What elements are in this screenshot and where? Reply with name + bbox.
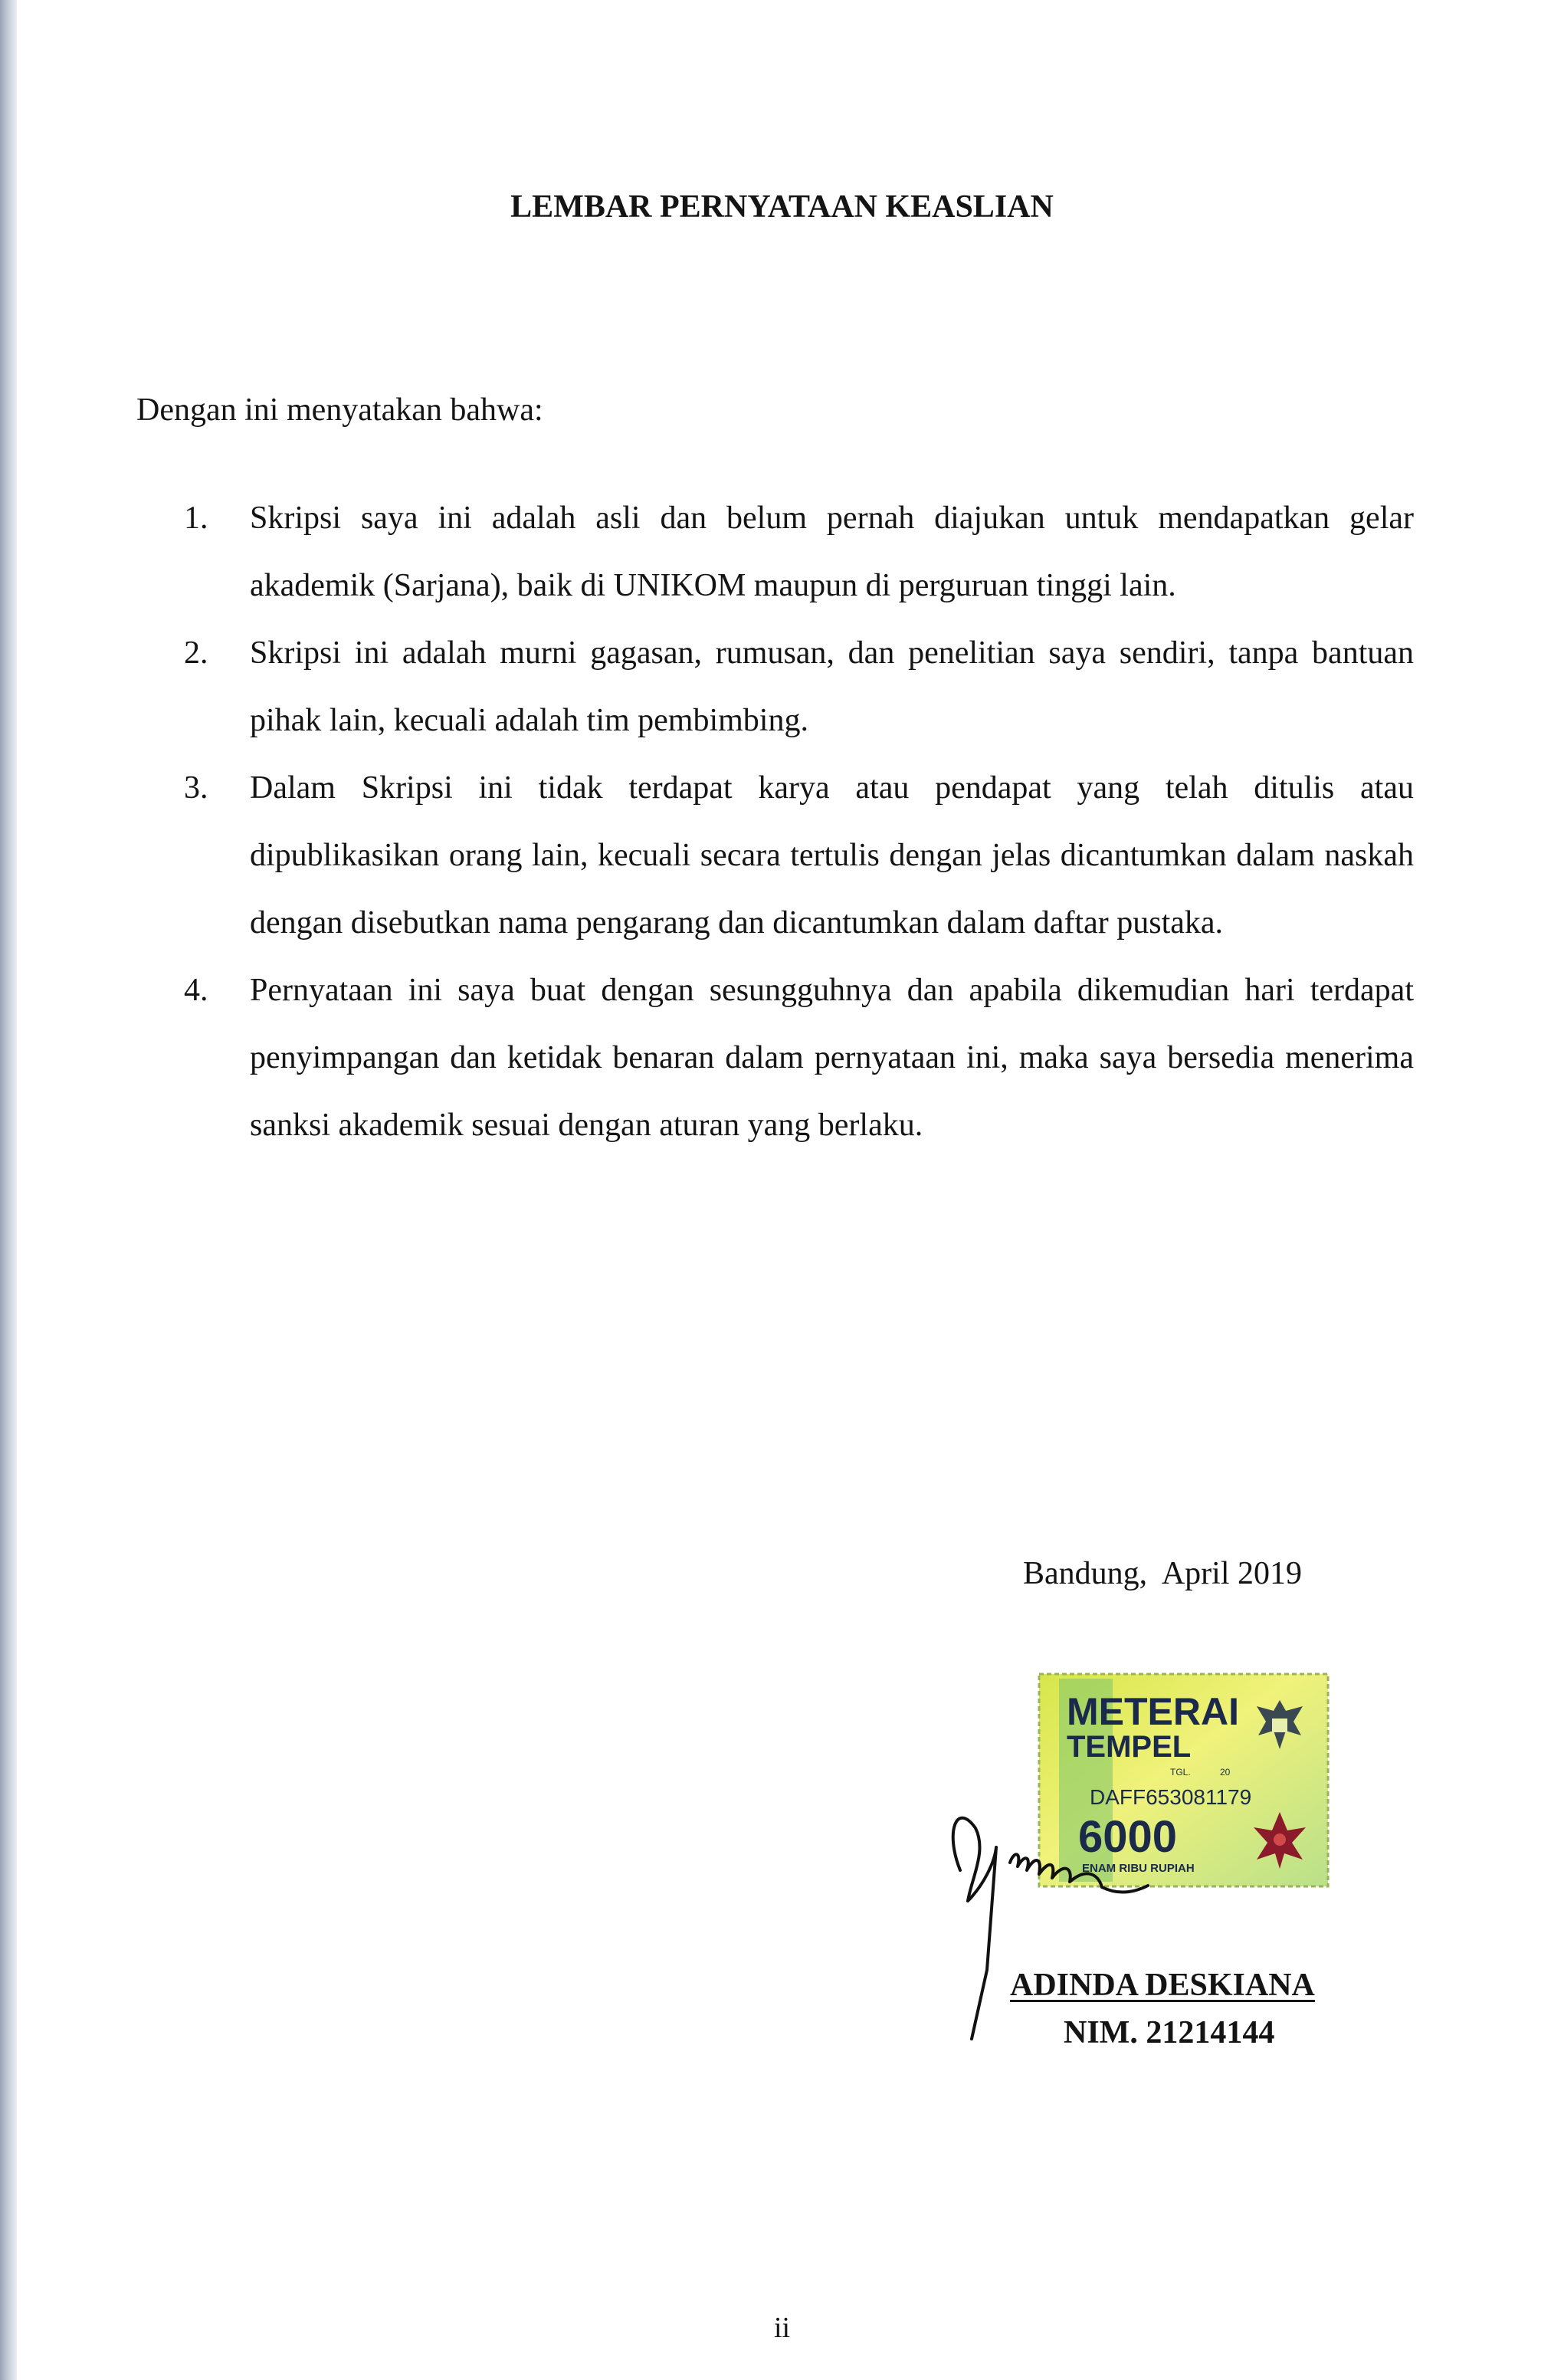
statement-text: Dalam Skripsi ini tidak terdapat karya atau pendapat yang telah ditulis atau dipublikasikan orang lain, kecuali secara tertulis dengan jelas dicantumkan dalam naskah dengan disebutkan nama pengarang dan dicantumkan dalam daftar pustaka. bbox=[250, 770, 1414, 941]
statement-item bbox=[184, 484, 1414, 619]
place-date: Bandung, April 2019 bbox=[1023, 1556, 1302, 1591]
statement-number: 2. bbox=[184, 635, 208, 671]
stamp-tgl-value: 20 bbox=[1220, 1767, 1231, 1778]
intro-text: Dengan ini menyatakan bahwa: bbox=[136, 392, 543, 428]
statement-text: Skripsi saya ini adalah asli dan belum pernah diajukan untuk mendapatkan gelar akademik (Sarjana), baik di UNIKOM maupun di perguruan tinggi lain. bbox=[250, 501, 1414, 603]
stamp-value: 6000 bbox=[1078, 1812, 1178, 1862]
scan-binding-edge bbox=[0, 0, 17, 2380]
stamp-serial: DAFF653081179 bbox=[1090, 1785, 1252, 1809]
page-title: LEMBAR PERNYATAAN KEASLIAN bbox=[510, 189, 1054, 225]
statement-number: 1. bbox=[184, 501, 208, 536]
statement-item bbox=[184, 619, 1414, 754]
statement-text: Pernyataan ini saya buat dengan sesungguhnya dan apabila dikemudian hari terdapat penyimpangan dan ketidak benaran dalam pernyataan ini, maka saya bersedia menerima sanksi akademik sesuai dengan aturan yang berlaku. bbox=[250, 973, 1414, 1143]
statement-item bbox=[184, 754, 1414, 957]
statement-list bbox=[184, 484, 1414, 1159]
statement-number: 3. bbox=[184, 770, 208, 806]
signer-id: NIM. 21214144 bbox=[1064, 2015, 1275, 2050]
statement-item bbox=[184, 957, 1414, 1159]
stamp-line1: METERAI bbox=[1067, 1690, 1239, 1733]
stamp-value-text: ENAM RIBU RUPIAH bbox=[1082, 1862, 1195, 1875]
statement-text: Skripsi ini adalah murni gagasan, rumusan, dan penelitian saya sendiri, tanpa bantuan pihak lain, kecuali adalah tim pembimbing. bbox=[250, 635, 1414, 738]
stamp-tgl-label: TGL. bbox=[1170, 1767, 1191, 1778]
statement-number: 4. bbox=[184, 973, 208, 1008]
stamp-line2: TEMPEL bbox=[1067, 1730, 1192, 1764]
signer-name: ADINDA DESKIANA bbox=[1010, 1968, 1315, 2003]
page-number: ii bbox=[773, 2312, 791, 2344]
